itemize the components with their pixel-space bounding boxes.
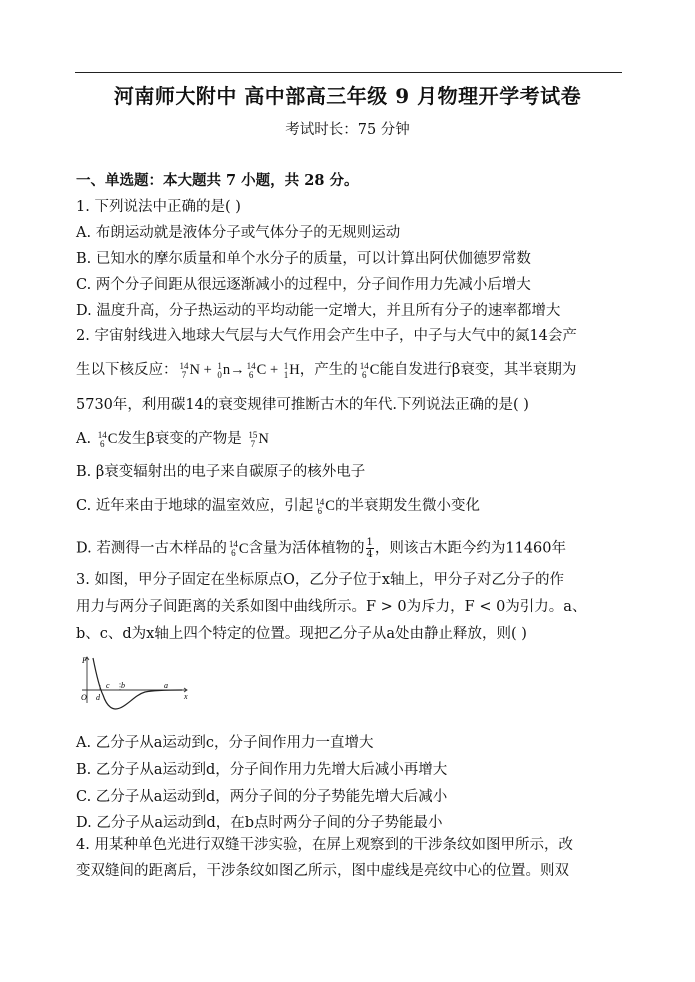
label-o: O <box>81 693 87 702</box>
q3-option-c: C. 乙分子从a运动到d，两分子间的分子势能先增大后减小 <box>76 789 448 805</box>
nuclide-n15: 15 7 N <box>248 429 269 449</box>
force-distance-graph <box>80 655 195 715</box>
q4-stem-line2: 变双缝间的距离后，干涉条纹如图乙所示，图中虚线是亮纹中心的位置。则双 <box>76 863 569 879</box>
q2-stem-text: ，产生的 <box>299 362 358 378</box>
q1-option-b: B. 已知水的摩尔质量和单个水分子的质量，可以计算出阿伏伽德罗常数 <box>76 251 531 267</box>
fraction-one-quarter: $\frac{1}{4}$ <box>366 537 373 560</box>
q2-stem-line2 <box>76 360 576 380</box>
nuclear-equation: 14 7 N + 1 0 n→ 14 6 C + 1 1 H <box>179 360 300 380</box>
q2-stem-line3: 5730年，利用碳14的衰变规律可推断古木的年代.下列说法正确的是( ) <box>76 397 529 413</box>
q3-option-d: D. 乙分子从a运动到d，在b点时两分子间的分子势能最小 <box>76 815 443 831</box>
q2-stem-line1: 2. 宇宙射线进入地球大气层与大气作用会产生中子，中子与大气中的氮14会产 <box>76 328 577 344</box>
nuclide-scripts: 14 7 <box>179 360 189 380</box>
q4-stem-line1: 4. 用某种单色光进行双缝干涉实验，在屏上观察到的干涉条纹如图甲所示，改 <box>76 837 573 853</box>
nuclide-scripts: 14 6 <box>246 360 256 380</box>
nuclide-c14: 14 6 C <box>359 360 380 380</box>
nuclide-c14: 14 6 C <box>315 496 335 516</box>
q2-option-b: B. β衰变辐射出的电子来自碳原子的核外电子 <box>76 464 366 480</box>
q2-stem-text: 生以下核反应： <box>76 362 178 378</box>
q2-option-a: A. 14 6 C发生β衰变的产物是 15 7 N <box>76 429 269 449</box>
nuclide-c14: 14 6 C <box>228 539 249 559</box>
q3-stem-line3: b、c、d为x轴上四个特定的位置。现把乙分子从a处由静止释放，则( ) <box>76 626 527 642</box>
label-c: c <box>106 681 110 690</box>
q3-option-b: B. 乙分子从a运动到d，分子间作用力先增大后减小再增大 <box>76 762 448 778</box>
label-a: a <box>164 681 168 690</box>
q3-option-a: A. 乙分子从a运动到c，分子间作用力一直增大 <box>76 735 374 751</box>
q3-stem-line1: 3. 如图，甲分子固定在坐标原点O，乙分子位于x轴上，甲分子对乙分子的作 <box>76 572 565 588</box>
label-b: b <box>121 681 125 690</box>
exam-title: 河南师大附中 高中部高三年级 9 月物理开学考试卷 <box>113 84 582 108</box>
nuclide-scripts: 1 0 <box>217 360 222 380</box>
exam-duration: 考试时长：75 分钟 <box>285 122 410 138</box>
q3-stem-line2: 用力与两分子间距离的关系如图中曲线所示。F > 0为斥力，F < 0为引力。a、 <box>76 599 587 615</box>
q2-stem-text: 能自发进行β衰变，其半衰期为 <box>379 362 577 378</box>
label-d: d <box>96 693 100 702</box>
q1-option-a: A. 布朗运动就是液体分子或气体分子的无规则运动 <box>76 225 401 241</box>
header-rule <box>75 72 622 73</box>
nuclide-c14: 14 6 C <box>97 429 118 449</box>
label-f: F <box>82 656 87 665</box>
label-x: x <box>184 692 188 701</box>
q1-option-d: D. 温度升高，分子热运动的平均动能一定增大，并且所有分子的速率都增大 <box>76 303 561 319</box>
q2-option-c: C. 近年来由于地球的温室效应，引起 14 6 C的半衰期发生微小变化 <box>76 496 480 516</box>
q2-option-d: D. 若测得一古木样品的 14 6 C含量为活体植物的 $\frac{1}{4}$ ，则该古木距今约为11460年 <box>76 537 567 560</box>
q1-stem: 1. 下列说法中正确的是( ) <box>76 199 241 215</box>
nuclide-scripts: 1 1 <box>283 360 289 380</box>
q1-option-c: C. 两个分子间距从很远逐渐减小的过程中，分子间作用力先减小后增大 <box>76 277 531 293</box>
section-heading: 一、单选题：本大题共 7 小题，共 28 分。 <box>76 172 359 189</box>
